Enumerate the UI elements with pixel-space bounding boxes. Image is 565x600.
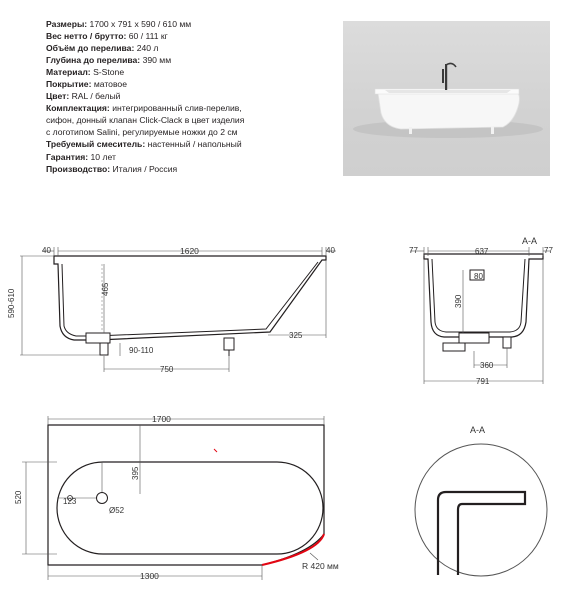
section-view-dim-right-rim: 77: [544, 246, 553, 255]
section-view-drawing: [424, 254, 543, 351]
spec-label: Цвет:: [46, 91, 70, 102]
section-view-dim-inner-width: 637: [475, 247, 489, 256]
side-view-dim-height: 590-610: [7, 288, 16, 318]
side-view-dim-depth: 465: [101, 282, 110, 296]
side-view-dim-right-offset: 325: [289, 331, 303, 340]
side-view-siphon: [86, 333, 110, 343]
top-view-dim-width: 520: [14, 490, 23, 504]
spec-value: 390 мм: [142, 55, 172, 66]
detail-view-circle: [415, 444, 547, 576]
side-view-dim-top-length: 1620: [180, 246, 199, 256]
spec-value: сифон, донный клапан Click-Clack в цвет изделия: [46, 115, 245, 126]
section-view-foot: [503, 337, 511, 348]
spec-label: Размеры:: [46, 19, 88, 29]
top-view-outer-shell: [48, 425, 324, 565]
spec-value: настенный / напольный: [147, 139, 242, 150]
section-view-title: A-A: [522, 236, 538, 246]
side-view-drawing: [54, 256, 326, 356]
side-view-dim-top-right: 40: [326, 246, 335, 255]
spec-label: Глубина до перелива:: [46, 55, 141, 66]
side-view-dimensions: [20, 247, 336, 372]
top-view-dim-radius: R 420 мм: [302, 561, 339, 571]
top-view-dim-drain-x: 123: [63, 497, 77, 506]
section-view-dim-overflow: 80: [474, 272, 483, 281]
side-view-inner-shell: [62, 262, 318, 336]
top-view-inner-basin: [57, 462, 323, 554]
section-view-outer-shell: [424, 254, 543, 337]
top-view-dim-inner-length: 1300: [140, 571, 159, 581]
spec-label: Гарантия:: [46, 151, 89, 162]
spec-value: 240 л: [136, 43, 159, 54]
top-view-dim-drain-y: 395: [131, 466, 140, 480]
section-view-dim-depth: 390: [454, 294, 463, 308]
detail-view-drawing: [415, 444, 547, 576]
spec-value: Италия / Россия: [112, 163, 178, 174]
side-view-dim-feet-spacing: 750: [160, 365, 174, 374]
spec-value: интегрированный слив-перелив,: [112, 103, 242, 114]
top-view-faucet-mark: [214, 449, 217, 452]
spec-label: Объём до перелива:: [46, 43, 135, 54]
side-view-outer-shell: [54, 256, 326, 340]
spec-label: Комплектация:: [46, 103, 110, 114]
spec-value: с логотипом Salini, регулируемые ножки до 2 см: [46, 127, 238, 138]
spec-label: Производство:: [46, 163, 111, 174]
spec-label: Материал:: [46, 67, 91, 78]
top-view-drawing: [48, 425, 324, 565]
spec-label: Покрытие:: [46, 79, 92, 90]
side-view-foot: [224, 338, 234, 350]
spec-value: 1700 x 791 x 590 / 610 мм: [89, 19, 192, 29]
spec-value: 10 лет: [90, 151, 116, 162]
top-view-dim-length: 1700: [152, 414, 171, 424]
detail-view-title: A-A: [470, 425, 486, 435]
top-view-drain: [97, 493, 108, 504]
spec-value: S-Stone: [93, 67, 125, 78]
section-view-dim-total-width: 791: [476, 377, 490, 386]
spec-label: Требуемый смеситель:: [46, 139, 146, 150]
detail-view-rim-profile: [438, 492, 525, 575]
spec-value: матовое: [93, 79, 127, 90]
spec-label: Вес нетто / брутто:: [46, 31, 127, 42]
spec-value: 60 / 111 кг: [128, 31, 168, 42]
side-view-dim-drain-height: 90-110: [129, 346, 154, 355]
section-view-dim-left-rim: 77: [409, 246, 418, 255]
top-view-dim-drain-dia: Ø52: [109, 506, 125, 515]
section-view-siphon: [459, 333, 489, 343]
section-view-dim-feet-spacing: 360: [480, 361, 494, 370]
side-view-dim-top-left: 40: [42, 246, 51, 255]
side-view-drain: [100, 343, 108, 355]
spec-value: RAL / белый: [71, 91, 121, 102]
section-view-drain-pipe: [443, 343, 465, 351]
